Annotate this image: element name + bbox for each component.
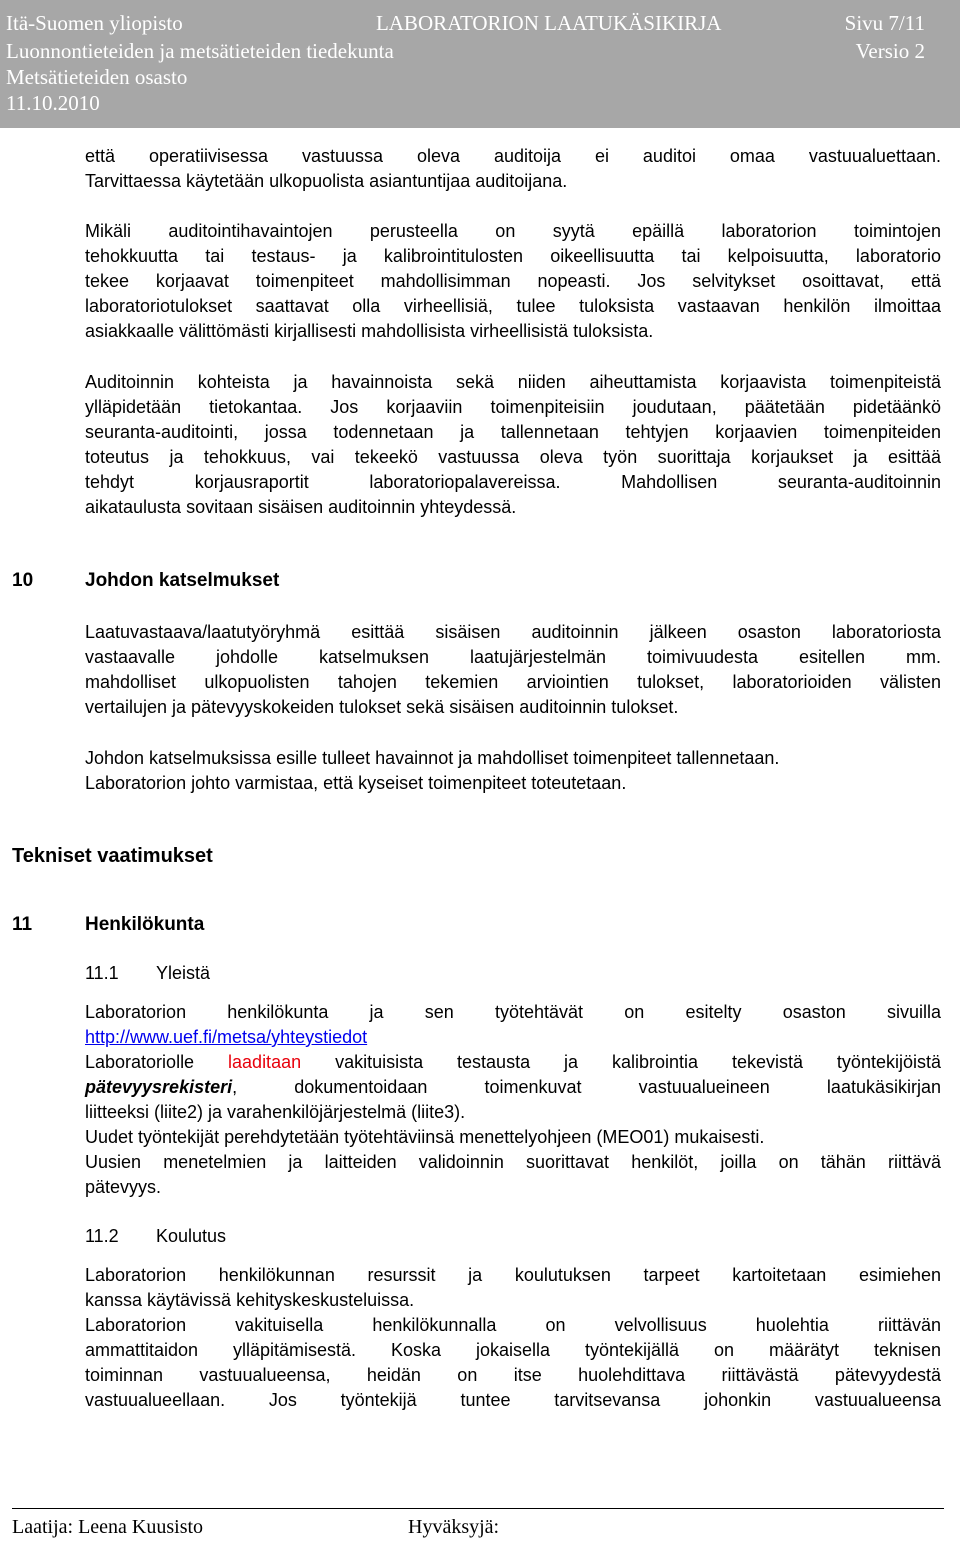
text-line: liitteeksi (liite2) ja varahenkilöjärjestelmä (liite3). (85, 1102, 466, 1122)
text-line: Laboratorion henkilökunta ja sen työtehtävät on esitelty osaston sivuilla (85, 1002, 941, 1022)
paragraph-management-review (85, 620, 941, 720)
subsection-title: Yleistä (156, 963, 211, 983)
text-line: tehokkuutta tai testaus- ja kalibrointitulosten oikeellisuutta tai kelpoisuutta, laboratorio (85, 246, 941, 266)
emphasized-term: pätevyysrekisteri (85, 1077, 233, 1097)
staff-page-link[interactable]: http://www.uef.fi/metsa/yhteystiedot (85, 1027, 368, 1047)
paragraph-corrective-actions (85, 219, 941, 344)
university-name: Itä-Suomen yliopisto (6, 11, 183, 35)
subsection-title: Koulutus (156, 1226, 227, 1246)
footer-approver: Hyväksyjä: (408, 1516, 500, 1538)
text-line: tehdyt korjausraportit laboratoriopalavereissa. Mahdollisen seuranta-auditoinnin (85, 472, 941, 492)
paragraph-audit-database (85, 370, 941, 520)
paragraph-staff-general (85, 1000, 941, 1200)
paragraph-auditor (85, 144, 941, 194)
text-line: ammattitaidon ylläpitämisestä. Koska jokaisella työntekijällä on määrätyt teknisen (85, 1340, 941, 1360)
section-heading-11 (12, 914, 204, 936)
text-fragment: Laboratoriolle (85, 1052, 195, 1072)
text-line: tekee korjaavat toimenpiteet mahdollisimman nopeasti. Jos selvitykset osoittavat, että (85, 271, 941, 291)
page-header (0, 0, 960, 128)
subsection-number: 11.1 (85, 963, 119, 983)
paragraph-review-findings (85, 746, 941, 796)
text-line (85, 1050, 941, 1075)
header-row-1 (6, 10, 925, 36)
section-number: 10 (12, 570, 34, 591)
text-line (85, 1075, 941, 1100)
text-line: laboratoriotulokset saattavat olla virheellisiä, tulee tuloksista vastaavan henkilön ilmoittaa (85, 296, 941, 316)
text-line: toiminnan vastuualueensa, heidän on itse huolehdittava riittävästä pätevyydestä (85, 1365, 941, 1385)
part-heading-technical: Tekniset vaatimukset (12, 845, 213, 867)
text-line: Auditoinnin kohteista ja havainnoista sekä niiden aiheuttamista korjaavista toimenpiteistä (85, 372, 941, 392)
department-name: Metsätieteiden osasto (6, 65, 188, 89)
faculty-name: Luonnontieteiden ja metsätieteiden tiedekunta (6, 39, 394, 63)
text-line: Laboratorion henkilökunnan resurssit ja koulutuksen tarpeet kartoitetaan esimiehen (85, 1265, 941, 1285)
section-title: Henkilökunta (85, 914, 205, 935)
footer-author: Laatija: Leena Kuusisto (12, 1516, 204, 1538)
text-line: että operatiivisessa vastuussa oleva auditoija ei auditoi omaa vastuualuettaan. (85, 146, 941, 166)
text-line: asiakkaalle välittömästi kirjallisesti mahdollisista virheellisistä tuloksista. (85, 321, 654, 341)
text-line: mahdolliset ulkopuolisten tahojen tekemien arviointien tulokset, laboratorioiden välisten (85, 672, 941, 692)
section-title: Johdon katselmukset (85, 570, 280, 591)
subsection-number: 11.2 (85, 1226, 119, 1246)
text-line: Mikäli auditointihavaintojen perusteella on syytä epäillä laboratorion toimintojen (85, 221, 941, 241)
subsection-heading-11-1 (85, 963, 210, 984)
text-line (85, 1025, 941, 1050)
document-date: 11.10.2010 (6, 91, 100, 115)
subsection-heading-11-2 (85, 1226, 226, 1247)
text-fragment: vakituisista testausta ja kalibrointia tekevistä työntekijöistä (335, 1052, 941, 1072)
footer-divider (12, 1508, 944, 1509)
header-row-4 (6, 90, 925, 116)
text-line: vertailujen ja pätevyyskokeiden tulokset sekä sisäisen auditoinnin tulokset. (85, 697, 679, 717)
text-line: vastaavalle johdolle katselmuksen laatujärjestelmän toimivuudesta esitellen mm. (85, 647, 941, 667)
header-row-3 (6, 64, 925, 90)
highlighted-word: laaditaan (228, 1052, 302, 1072)
text-line: Uusien menetelmien ja laitteiden validoinnin suorittavat henkilöt, joilla on tähän riittävä (85, 1152, 941, 1172)
text-line: Uudet työntekijät perehdytetään työtehtäviinsä menettelyohjeen (MEO01) mukaisesti. (85, 1127, 765, 1147)
version-label: Versio 2 (855, 39, 925, 63)
section-number: 11 (12, 914, 33, 935)
document-title: LABORATORION LAATUKÄSIKIRJA (375, 11, 722, 35)
text-line: seuranta-auditointi, jossa todennetaan ja tallennetaan tehtyjen korjaavien toimenpiteiden (85, 422, 941, 442)
section-heading-10 (12, 570, 279, 592)
text-line: ylläpidetään tietokantaa. Jos korjaaviin toimenpiteisiin joudutaan, päätetään pidetäänkö (85, 397, 941, 417)
text-line: Laatuvastaava/laatutyöryhmä esittää sisäisen auditoinnin jälkeen osaston laboratoriosta (85, 622, 941, 642)
text-line: kanssa käytävissä kehityskeskusteluissa. (85, 1290, 415, 1310)
text-line: pätevyys. (85, 1177, 162, 1197)
text-line: Laboratorion vakituisella henkilökunnalla on velvollisuus huolehtia riittävän (85, 1315, 941, 1335)
text-line: toteutus ja tehokkuus, vai tekeekö vastuussa oleva työn suorittaja korjaukset ja esittää (85, 447, 941, 467)
text-line: Johdon katselmuksissa esille tulleet havainnot ja mahdolliset toimenpiteet tallennetaan. (85, 748, 780, 768)
text-line: vastuualueellaan. Jos työntekijä tuntee tarvitsevansa johonkin vastuualueensa (85, 1390, 941, 1410)
text-line: Laboratorion johto varmistaa, että kyseiset toimenpiteet toteutetaan. (85, 773, 627, 793)
text-line: Tarvittaessa käytetään ulkopuolista asiantuntijaa auditoijana. (85, 171, 568, 191)
text-fragment: , dokumentoidaan toimenkuvat vastuualueineen laatukäsikirjan (232, 1077, 941, 1097)
text-line: aikataulusta sovitaan sisäisen auditoinnin yhteydessä. (85, 497, 517, 517)
paragraph-training (85, 1263, 941, 1413)
page-number: Sivu 7/11 (844, 11, 925, 35)
header-row-2 (6, 38, 925, 64)
